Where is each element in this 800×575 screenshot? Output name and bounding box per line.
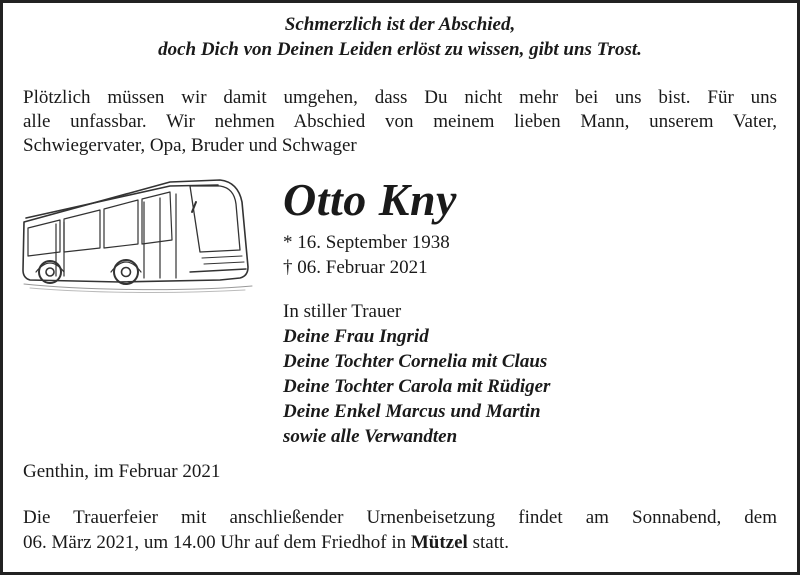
mourners-heading: In stiller Trauer (283, 301, 402, 322)
motto (0, 12, 800, 62)
birth-date: * 16. September 1938 (283, 232, 450, 253)
deceased-name: Otto Kny (283, 174, 457, 225)
life-dates (283, 230, 450, 280)
intro-text (23, 86, 777, 158)
mourners (283, 299, 550, 449)
motto-line-2: doch Dich von Deinen Leiden erlöst zu wissen, gibt uns Trost. (158, 39, 642, 60)
mourner-entry: Deine Tochter Carola mit Rüdiger (283, 376, 551, 397)
mourner-entry: Deine Frau Ingrid (283, 326, 429, 347)
mourner-entry: Deine Tochter Cornelia mit Claus (283, 351, 548, 372)
service-text (23, 505, 777, 555)
mourner-entry: Deine Enkel Marcus und Martin (283, 401, 541, 422)
service-line-2-start: 06. März 2021, um 14.00 Uhr auf dem Friedhof in (23, 532, 411, 553)
mourner-entry: sowie alle Verwandten (283, 426, 458, 447)
service-line-1: Die Trauerfeier mit anschließender Urnenbeisetzung findet am Sonnabend, dem (23, 507, 777, 528)
intro-line-1: Plötzlich müssen wir damit umgehen, dass Du nicht mehr bei uns bist. Für uns (23, 87, 777, 108)
intro-line-2: alle unfassbar. Wir nehmen Abschied von meinem lieben Mann, unserem Vater, (23, 111, 777, 132)
motto-line-1: Schmerzlich ist der Abschied, (284, 14, 516, 35)
service-line-2 (23, 530, 777, 555)
death-date: † 06. Februar 2021 (283, 257, 428, 278)
bus-illustration (20, 172, 260, 297)
service-line-2-end: statt. (467, 532, 510, 553)
cemetery-place: Mützel (410, 532, 468, 553)
place-date: Genthin, im Februar 2021 (23, 461, 221, 482)
intro-line-3: Schwiegervater, Opa, Bruder und Schwager (23, 135, 357, 156)
